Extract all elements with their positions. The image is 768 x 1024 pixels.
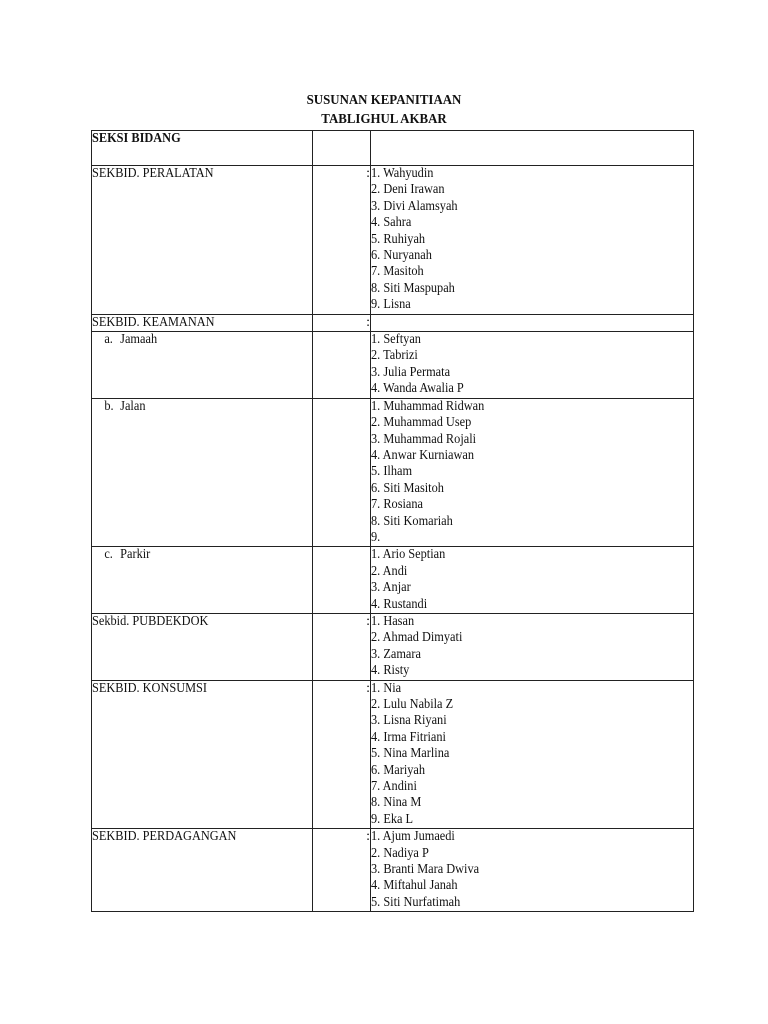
table-row [92,547,694,614]
member-name: 3. Divi Alamsyah [371,198,458,214]
sub-item-label: Jalan [120,398,146,414]
member-names-cell [371,829,694,912]
member-name: 6. Siti Masitoh [371,480,444,496]
member-name: 6. Nuryanah [371,248,432,264]
member-name: 4. Irma Fitriani [371,729,446,745]
seksi-bidang-cell [92,829,313,912]
member-name: 6. Mariyah [371,762,426,778]
seksi-bidang-label: SEKBID. KONSUMSI [92,680,208,696]
table-row [92,314,694,331]
document-subtitle: TABLIGHUL AKBAR [321,112,447,127]
seksi-bidang-cell [92,680,313,829]
member-name: 3. Zamara [371,646,421,662]
sub-item-letter: c. [104,547,113,563]
member-name: 1. Hasan [371,613,415,629]
member-name: 9. [371,529,381,545]
seksi-bidang-label: SEKBID. KEAMANAN [92,314,215,330]
seksi-bidang-label: SEKBID. PERALATAN [92,166,214,181]
table-row [92,398,694,547]
member-names-cell [371,613,694,680]
member-name: 3. Anjar [371,580,411,596]
member-name: 4. Anwar Kurniawan [371,447,474,463]
member-name: 8. Siti Komariah [371,513,453,529]
member-name: 2. Andi [371,563,408,579]
member-name: 4. Miftahul Janah [371,878,458,894]
header-names-cell [371,131,694,166]
seksi-bidang-cell [92,314,313,331]
header-colon-cell [313,131,371,166]
committee-table [91,130,694,912]
member-name: 8. Siti Maspupah [371,280,455,296]
table-row [92,680,694,829]
member-name: 2. Muhammad Usep [371,415,472,431]
table-row [92,829,694,912]
colon-cell: : [313,166,371,315]
member-name: 5. Siti Nurfatimah [371,894,461,910]
member-name: 5. Nina Marlina [371,746,450,762]
colon-cell [313,547,371,614]
colon-cell [313,332,371,399]
member-name: 2. Deni Irawan [371,182,445,198]
seksi-bidang-cell [92,398,313,547]
seksi-bidang-label: Sekbid. PUBDEKDOK [92,613,209,629]
member-name: 3. Branti Mara Dwiva [371,862,480,878]
table-row [92,613,694,680]
member-name: 3. Julia Permata [371,364,451,380]
colon-cell [313,398,371,547]
member-names-cell [371,680,694,829]
colon-cell: : [313,314,371,331]
member-name: 1. Nia [371,680,402,696]
seksi-bidang-label: SEKBID. PERDAGANGAN [92,829,237,845]
member-name: 9. Lisna [371,297,411,313]
member-name: 2. Tabrizi [371,348,418,364]
member-name: 1. Seftyan [371,332,421,348]
table-header-row [92,131,694,166]
table-row [92,332,694,399]
colon-cell: : [313,829,371,912]
member-name: 1. Ajum Jumaedi [371,829,455,845]
member-name: 4. Sahra [371,215,412,231]
member-name: 4. Rustandi [371,596,428,612]
seksi-bidang-cell [92,547,313,614]
member-name: 2. Ahmad Dimyati [371,630,463,646]
member-name: 1. Muhammad Ridwan [371,398,485,414]
sub-item-letter: a. [104,332,113,348]
member-names-cell [371,166,694,315]
member-names-cell [371,332,694,399]
colon-cell: : [313,613,371,680]
member-name: 2. Nadiya P [371,845,429,861]
member-name: 4. Risty [371,663,410,679]
sub-item-letter: b. [104,398,114,414]
sub-item-label: Parkir [120,547,151,563]
table-row [92,166,694,315]
member-name: 3. Muhammad Rojali [371,431,477,447]
member-name: 9. Eka L [371,811,414,827]
member-name: 5. Ilham [371,464,413,480]
seksi-bidang-cell [92,613,313,680]
member-name: 7. Andini [371,779,417,795]
seksi-bidang-cell [92,166,313,315]
member-name: 1. Wahyudin [371,166,434,181]
member-names-cell [371,547,694,614]
member-name: 1. Ario Septian [371,547,446,563]
seksi-bidang-cell [92,332,313,399]
member-name: 4. Wanda Awalia P [371,381,464,397]
member-names-cell [371,314,694,331]
member-name: 7. Masitoh [371,264,424,280]
member-name: 2. Lulu Nabila Z [371,697,454,712]
member-name: 5. Ruhiyah [371,231,426,247]
member-names-cell [371,398,694,547]
colon-cell: : [313,680,371,829]
member-name: 8. Nina M [371,795,422,811]
member-name: 3. Lisna Riyani [371,713,447,729]
sub-item-label: Jamaah [120,332,158,348]
document-title: SUSUNAN KEPANITIAAN [306,93,462,108]
member-name: 7. Rosiana [371,497,424,513]
header-seksi-bidang: SEKSI BIDANG [92,131,313,166]
